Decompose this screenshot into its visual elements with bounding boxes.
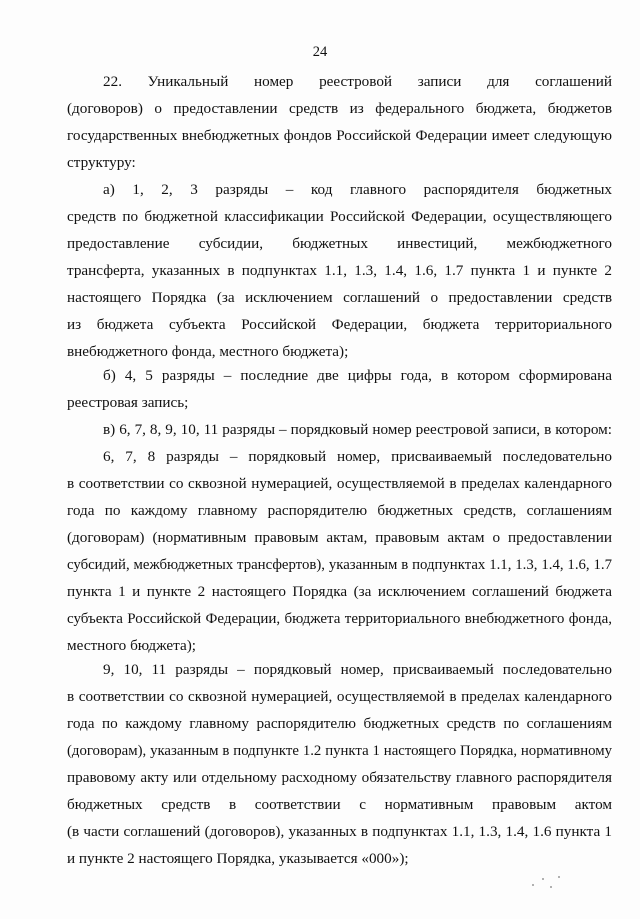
text-line: реестровая запись; xyxy=(67,394,189,411)
text-line: а) 1, 2, 3 разряды – код главного распорядителя бюджетных xyxy=(103,181,612,198)
text-line: (договорам), указанным в подпункте 1.2 пункта 1 настоящего Порядка, нормативному xyxy=(67,743,612,759)
text-line: и пункте 2 настоящего Порядка, указывается «000»); xyxy=(67,850,409,867)
text-line: (в части соглашений (договоров), указанных в подпунктах 1.1, 1.3, 1.4, 1.6 пункта 1 xyxy=(67,823,612,840)
text-line: субъекта Российской Федерации, бюджета территориального внебюджетного фонда, xyxy=(67,611,612,627)
text-line: пункта 1 и пункте 2 настоящего Порядка (за исключением соглашений бюджета xyxy=(67,583,612,600)
text-line: года по каждому главному распорядителю бюджетных средств по соглашениям xyxy=(67,715,612,732)
text-line: 9, 10, 11 разряды – порядковый номер, присваиваемый последовательно xyxy=(103,661,612,678)
text-line: (договорам) (нормативным правовым актам, правовым актам о предоставлении xyxy=(67,529,612,546)
text-line: субсидий, межбюджетных трансфертов), указанным в подпунктах 1.1, 1.3, 1.4, 1.6, 1.7 xyxy=(67,557,612,573)
text-line: из бюджета субъекта Российской Федерации, бюджета территориального xyxy=(67,316,612,333)
text-line: внебюджетного фонда, местного бюджета); xyxy=(67,343,349,360)
text-line: бюджетных средств в соответствии с нормативным правовым актом xyxy=(67,796,612,813)
text-line: настоящего Порядка (за исключением соглашений о предоставлении средств xyxy=(67,289,612,306)
text-line: правовому акту или отдельному расходному обязательству главного распорядителя xyxy=(67,769,612,786)
text-line: года по каждому главному распорядителю бюджетных средств, соглашениям xyxy=(67,502,612,519)
text-line: предоставление субсидии, бюджетных инвестиций, межбюджетного xyxy=(67,235,612,252)
text-line: в соответствии со сквозной нумерацией, осуществляемой в пределах календарного xyxy=(67,688,612,705)
text-line: трансферта, указанных в подпунктах 1.1, 1.3, 1.4, 1.6, 1.7 пункта 1 и пункте 2 xyxy=(67,262,612,279)
text-line: государственных внебюджетных фондов Российской Федерации имеет следующую xyxy=(67,127,612,144)
text-line: структуру: xyxy=(67,154,136,171)
text-line: б) 4, 5 разряды – последние две цифры года, в котором сформирована xyxy=(103,367,612,384)
text-line: 22. Уникальный номер реестровой записи для соглашений xyxy=(103,73,612,90)
text-line: 6, 7, 8 разряды – порядковый номер, присваиваемый последовательно xyxy=(103,448,612,465)
text-line: средств по бюджетной классификации Российской Федерации, осуществляющего xyxy=(67,208,612,225)
scan-artifact xyxy=(528,872,568,892)
text-line: в) 6, 7, 8, 9, 10, 11 разряды – порядковый номер реестровой записи, в котором: xyxy=(103,421,612,438)
text-line: в соответствии со сквозной нумерацией, осуществляемой в пределах календарного xyxy=(67,475,612,492)
page-number: 24 xyxy=(312,44,328,60)
text-line: местного бюджета); xyxy=(67,637,196,654)
text-line: (договоров) о предоставлении средств из федерального бюджета, бюджетов xyxy=(67,100,612,117)
